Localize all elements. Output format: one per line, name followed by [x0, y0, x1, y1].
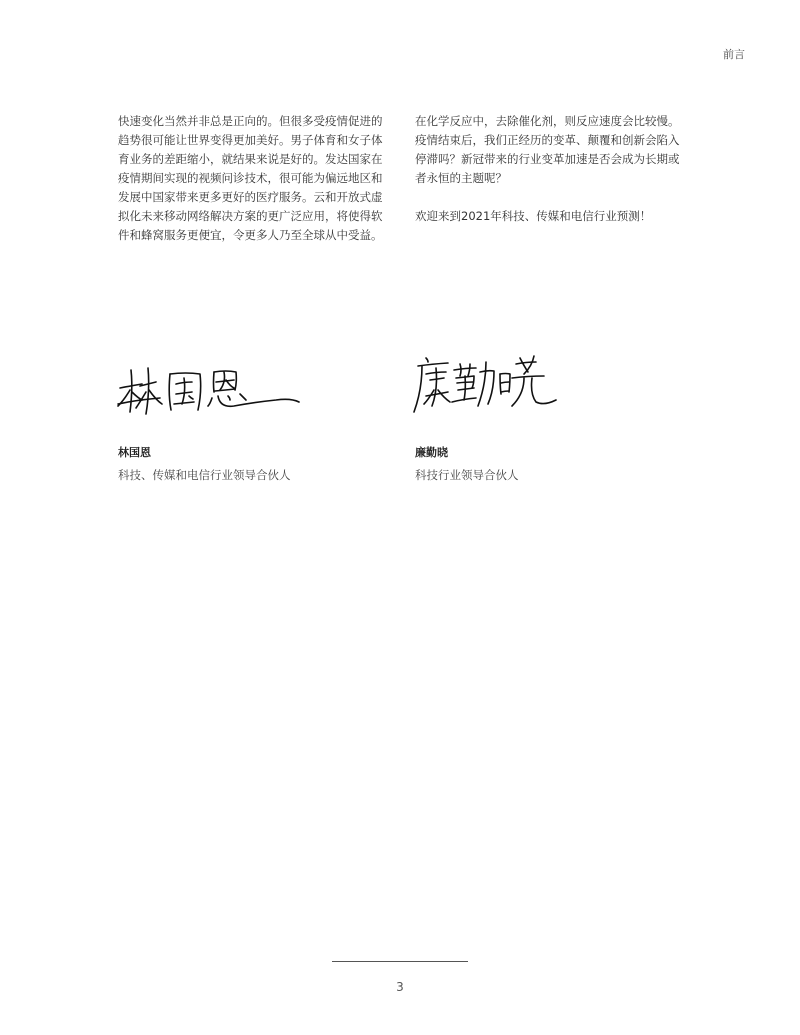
- right-text-column: [415, 112, 683, 245]
- signature-image-right: [412, 350, 562, 420]
- signer-name-left: 林国恩: [118, 446, 151, 459]
- section-label: 前言: [723, 48, 745, 61]
- signer-title-right: 科技行业领导合伙人: [415, 468, 519, 482]
- signer-name-right: 廉勤晓: [415, 446, 448, 459]
- page-number: 3: [396, 980, 404, 994]
- right-paragraph-1: 在化学反应中，去除催化剂，则反应速度会比较慢。疫情结束后，我们正经历的变革、颠覆和创新会陷入停滞吗？新冠带来的行业变革加速是否会成为长期或者永恒的主题呢？: [415, 114, 680, 185]
- signature-image-left: [116, 360, 301, 418]
- right-paragraph-2: 欢迎来到2021年科技、传媒和电信行业预测！: [415, 209, 652, 223]
- signer-title-left: 科技、传媒和电信行业领导合伙人: [118, 468, 291, 482]
- left-paragraph-1: 快速变化当然并非总是正向的。但很多受疫情促进的趋势很可能让世界变得更加美好。男子体育和女子体育业务的差距缩小，就结果来说是好的。发达国家在疫情期间实现的视频问诊技术，很可能为偏远地区和发展中国家带来更多更好的医疗服务。云和开放式虚拟化未来移动网络解决方案的更广泛应用，将使得软件和蜂窝服务更便宜，令更多人乃至全球从中受益。: [118, 114, 383, 242]
- footer-divider: [332, 961, 468, 962]
- left-text-column: [118, 112, 386, 264]
